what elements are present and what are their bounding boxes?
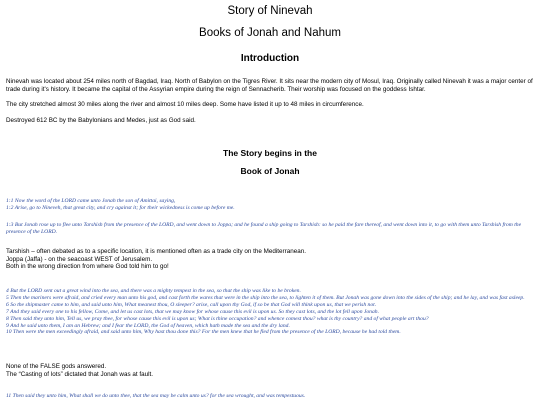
note-line: The “Casting of lots” dictated that Jonah was at fault. <box>6 370 154 378</box>
page-subtitle: Books of Jonah and Nahum <box>199 27 341 39</box>
verse-block-d <box>6 393 534 400</box>
verse-block-b <box>6 222 534 236</box>
verse-line: 10 Then were the men exceedingly afraid, and said unto him, Why hast thou done this? For the men knew that he fled from the presence of the LORD, because he had told them. <box>6 329 401 336</box>
story-heading-2: Book of Jonah <box>240 166 300 176</box>
verse-line: 1:3 But Jonah rose up to flee unto Tarshish from the presence of the LORD, and went down to Joppa; and he found a ship going to Tarshish: so he paid the fare thereof, and went down into it, to go with them unto Tarshish from the presence of the LORD. <box>6 222 522 235</box>
verse-line: 5 Then the mariners were afraid, and cried every man unto his god, and cast forth the wares that were in the ship into the sea, to lighten it of them. But Jonah was gone down into the sides of the ship; and he lay, and was fast asleep. <box>6 294 525 301</box>
notes-block-a <box>6 248 534 271</box>
note-line: Joppa (Jaffa) - on the seacoast WEST of Jerusalem. <box>6 255 153 263</box>
intro-heading: Introduction <box>240 53 300 64</box>
verse-line: 9 And he said unto them, I am an Hebrew; and I fear the LORD, the God of heaven, which hath made the sea and the dry land. <box>6 322 290 329</box>
intro-paragraph-2: The city stretched almost 30 miles along the river and almost 10 miles deep. Some have listed it up to 48 miles in circumference. <box>6 101 364 108</box>
verse-line: 8 Then said they unto him, Tell us, we pray thee, for whose cause this evil is upon us; What is thine occupation? and whence comest thou? what is thy country? and of what people art thou? <box>6 315 429 322</box>
note-line: Tarshish – often debated as to a specific location, it is mentioned often as a trade city on the Mediterranean. <box>6 248 306 255</box>
note-line: Both in the wrong direction from where God told him to go! <box>6 263 169 271</box>
intro-paragraph-3: Destroyed 612 BC by the Babylonians and Medes, just as God said. <box>6 117 196 124</box>
verse-line: 11 Then said they unto him, What shall we do unto thee, that the sea may be calm unto us? for the sea wrought, and was tempestuous. <box>6 393 306 399</box>
note-line: None of the FALSE gods answered. <box>6 363 107 370</box>
verse-line: 1:2 Arise, go to Nineveh, that great city, and cry against it; for their wickedness is come up before me. <box>6 204 235 211</box>
notes-block-b <box>6 363 534 378</box>
verse-line: 6 So the shipmaster came to him, and said unto him, What meanest thou, O sleeper? arise, call upon thy God, if so be that God will think upon us, that we perish not. <box>6 301 377 308</box>
verse-block-a <box>6 198 534 212</box>
page-title: Story of Ninevah <box>227 5 313 17</box>
intro-paragraph-1: Ninevah was located about 254 miles north of Bagdad, Iraq. North of Babylon on the Tigres River. It sits near the modern city of Mosul, Iraq. Originally called Ninevah it was a major center of trade during it's history. It became the capital of the Assyrian empire during the reign of Sennacherib. Their worship was focused on the goddess Ishtar. <box>6 78 533 93</box>
story-heading-1: The Story begins in the <box>223 148 317 158</box>
verse-line: 7 And they said every one to his fellow, Come, and let us cast lots, that we may know for whose cause this evil is upon us. So they cast lots, and the lot fell upon Jonah. <box>6 308 379 315</box>
verse-block-c <box>6 288 534 336</box>
verse-line: 1:1 Now the word of the LORD came unto Jonah the son of Amittai, saying, <box>6 198 176 204</box>
verse-line: 4 But the LORD sent out a great wind into the sea, and there was a mighty tempest in the sea, so that the ship was like to be broken. <box>6 288 301 294</box>
